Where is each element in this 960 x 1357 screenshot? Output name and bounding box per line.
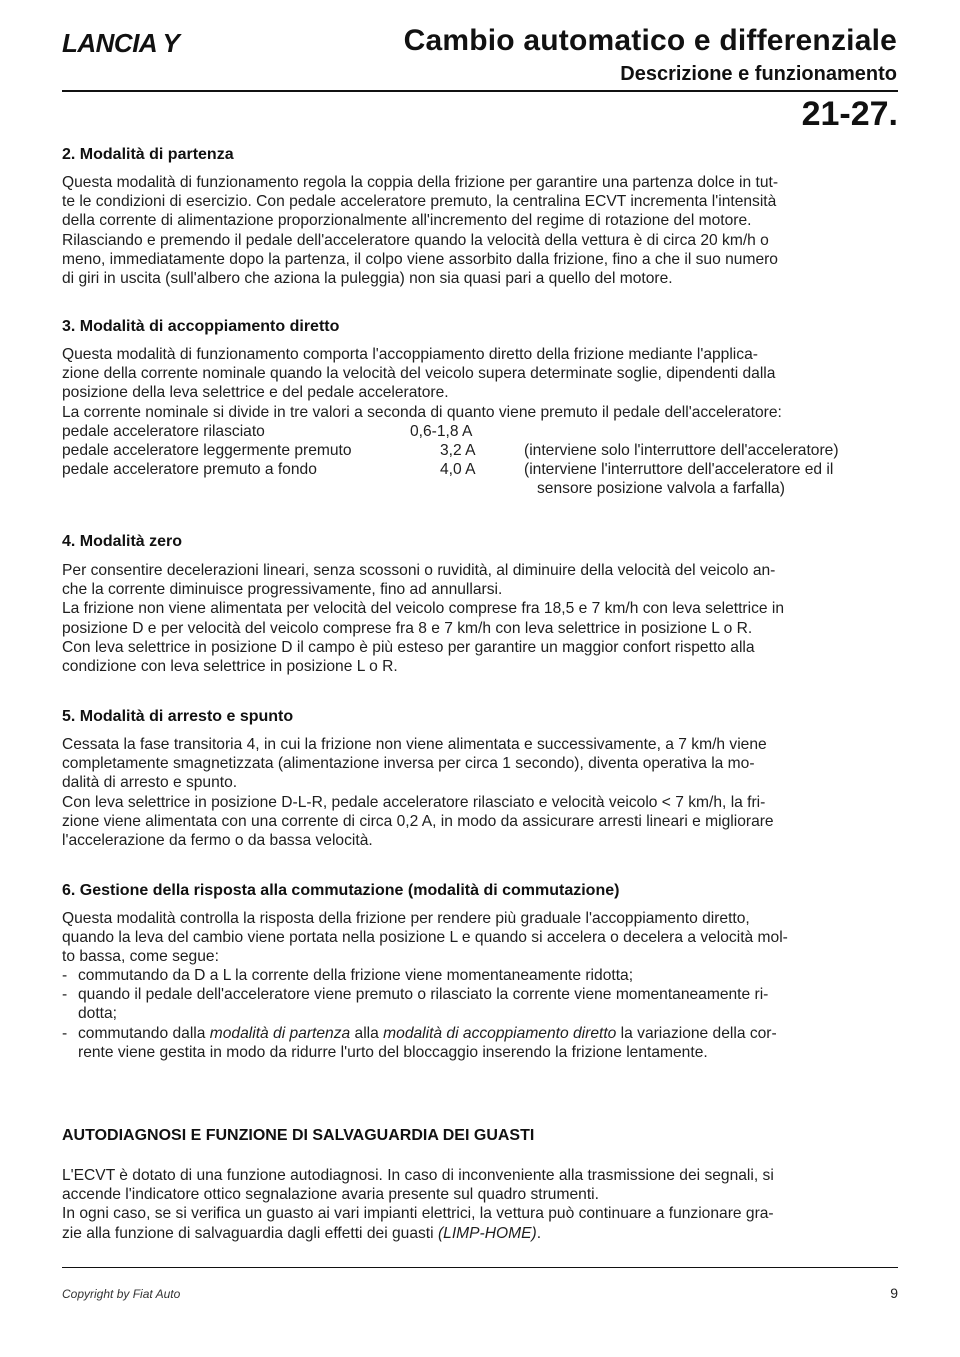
section-5-heading: 5. Modalità di arresto e spunto xyxy=(62,708,294,725)
text-line: di giri in uscita (sull'albero che aziona la puleggia) non sia quasi pari a quello del motore. xyxy=(62,270,673,288)
section-4-text xyxy=(62,561,900,676)
section-2-text xyxy=(62,173,900,288)
list-item xyxy=(62,1024,900,1062)
diagnosis-heading: AUTODIAGNOSI E FUNZIONE DI SALVAGUARDIA DEI GUASTI xyxy=(62,1127,535,1144)
text-line: Con leva selettrice in posizione D il campo è più esteso per garantire un maggior confort rispetto alla xyxy=(62,638,755,656)
header-rule xyxy=(62,90,898,92)
text-line: completamente smagnetizzata (alimentazione inversa per circa 1 secondo), diventa operativa la mo- xyxy=(62,755,755,773)
text-line xyxy=(62,1224,900,1243)
text-line: posizione D e per velocità del veicolo comprese fra 8 e 7 km/h con leva selettrice in posizione L o R. xyxy=(62,619,753,637)
text-line: della corrente di alimentazione proporzionalmente all'incremento del regime di rotazione del motore. xyxy=(62,212,752,230)
text-line: Questa modalità di funzionamento regola la coppia della frizione per garantire una partenza dolce in tut- xyxy=(62,174,779,191)
section-6-bullets xyxy=(62,966,900,1062)
text-run: zie alla funzione di salvaguardia dagli effetti dei guasti xyxy=(62,1224,438,1242)
page-code: 21-27. xyxy=(801,95,898,133)
text-line: condizione con leva selettrice in posizione L o R. xyxy=(62,658,398,676)
text-line: In ogni caso, se si verifica un guasto ai vari impianti elettrici, la vettura può continuare a funzionare gra- xyxy=(62,1205,774,1223)
brand-title: LANCIA Y xyxy=(62,28,180,58)
emphasis-text: (LIMP-HOME) xyxy=(437,1224,537,1242)
pedal-condition: pedale acceleratore leggermente premuto xyxy=(62,442,352,459)
text-line: La corrente nominale si divide in tre valori a seconda di quanto viene premuto il pedale dell'acceleratore: xyxy=(62,403,782,421)
text-line: - quando il pedale dell'acceleratore viene premuto o rilasciato la corrente viene momentaneamente ri- xyxy=(78,986,769,1004)
current-table-row xyxy=(62,422,900,442)
text-line: Questa modalità controlla la risposta della frizione per rendere più graduale l'accoppiamento diretto, xyxy=(62,910,750,927)
text-line xyxy=(78,1024,900,1043)
text-line: accende l'indicatore ottico segnalazione avaria presente sul quadro strumenti. xyxy=(62,1186,599,1204)
current-table-row xyxy=(62,441,900,461)
copyright-note: Copyright by Fiat Auto xyxy=(62,1287,181,1301)
text-line: l'accelerazione da fermo o da bassa velocità. xyxy=(62,832,373,850)
footer-rule xyxy=(62,1267,898,1268)
section-3-heading: 3. Modalità di accoppiamento diretto xyxy=(62,318,340,335)
text-run: . xyxy=(536,1224,542,1242)
text-line: posizione della leva selettrice e del pedale acceleratore. xyxy=(62,384,449,402)
current-table-row xyxy=(62,460,900,480)
section-3-text xyxy=(62,345,900,422)
current-note: (interviene l'interruttore dell'acceleratore ed il xyxy=(524,461,834,478)
diagnosis-text xyxy=(62,1166,900,1243)
text-line: meno, immediatamente dopo la partenza, il colpo viene assorbito dalla frizione, fino a che il suo numero xyxy=(62,250,778,268)
page-number: 9 xyxy=(890,1285,898,1301)
text-line: Questa modalità di funzionamento comporta l'accoppiamento diretto della frizione mediante l'applica- xyxy=(62,346,758,363)
text-line: zione della corrente nominale quando la velocità del veicolo supera determinate soglie, dipendenti dalla xyxy=(62,365,776,383)
text-line: to bassa, come segue: xyxy=(62,948,219,966)
section-6-heading: 6. Gestione della risposta alla commutazione (modalità di commutazione) xyxy=(62,882,620,899)
pedal-condition: pedale acceleratore premuto a fondo xyxy=(62,461,317,478)
section-4-heading: 4. Modalità zero xyxy=(62,533,183,550)
text-line: te le condizioni di esercizio. Con pedale acceleratore premuto, la centralina ECVT incrementa l'intensità xyxy=(62,193,777,211)
text-line: quando la leva del cambio viene portata nella posizione L e quando si accelera o decelera a velocità mol- xyxy=(62,929,788,947)
text-run: la variazione della cor- xyxy=(616,1024,777,1042)
chapter-title: Cambio automatico e differenziale xyxy=(403,24,897,57)
text-line: Per consentire decelerazioni lineari, senza scossoni o ruvidità, al diminuire della velocità del veicolo an- xyxy=(62,562,776,579)
emphasis-text: modalità di accoppiamento diretto xyxy=(383,1024,617,1042)
section-5-text xyxy=(62,735,900,850)
list-item xyxy=(62,985,900,1023)
text-line: L'ECVT è dotato di una funzione autodiagnosi. In caso di inconveniente alla trasmissione dei segnali, si xyxy=(62,1167,774,1184)
emphasis-text: modalità di partenza xyxy=(209,1024,351,1042)
text-line: che la corrente diminuisce progressivamente, fino ad annullarsi. xyxy=(62,581,503,599)
current-value: 4,0 A xyxy=(440,461,476,478)
current-note: (interviene solo l'interruttore dell'acceleratore) xyxy=(524,442,839,459)
text-line: La frizione non viene alimentata per velocità del veicolo comprese fra 18,5 e 7 km/h con leva selettrice in xyxy=(62,600,785,618)
text-line: dotta; xyxy=(78,1005,118,1023)
current-note: sensore posizione valvola a farfalla) xyxy=(537,480,785,497)
current-value: 0,6-1,8 A xyxy=(410,423,473,440)
text-line: Con leva selettrice in posizione D-L-R, pedale acceleratore rilasciato e velocità veicolo < 7 km/h, la fri- xyxy=(62,793,766,811)
text-line: zione viene alimentata con una corrente di circa 0,2 A, in modo da assicurare arresti lineari e migliorare xyxy=(62,812,774,830)
text-run: commutando dalla xyxy=(78,1024,210,1042)
current-value: 3,2 A xyxy=(440,442,476,459)
text-line: - commutando da D a L la corrente della frizione viene momentaneamente ridotta; xyxy=(78,967,634,984)
section-2-heading: 2. Modalità di partenza xyxy=(62,146,234,163)
text-run: alla xyxy=(350,1024,384,1042)
text-line: rente viene gestita in modo da ridurre l'urto del bloccaggio inserendo la frizione lentamente. xyxy=(78,1043,708,1061)
section-6-text xyxy=(62,909,900,967)
pedal-condition: pedale acceleratore rilasciato xyxy=(62,423,265,440)
text-line: Rilasciando e premendo il pedale dell'acceleratore quando la velocità della vettura è di circa 20 km/h o xyxy=(62,231,769,249)
current-table-row xyxy=(62,479,900,499)
text-line: Cessata la fase transitoria 4, in cui la frizione non viene alimentata e successivamente, a 7 km/h viene xyxy=(62,736,767,753)
text-line: dalità di arresto e spunto. xyxy=(62,774,238,792)
list-item xyxy=(62,966,900,985)
subchapter-title: Descrizione e funzionamento xyxy=(620,63,897,85)
